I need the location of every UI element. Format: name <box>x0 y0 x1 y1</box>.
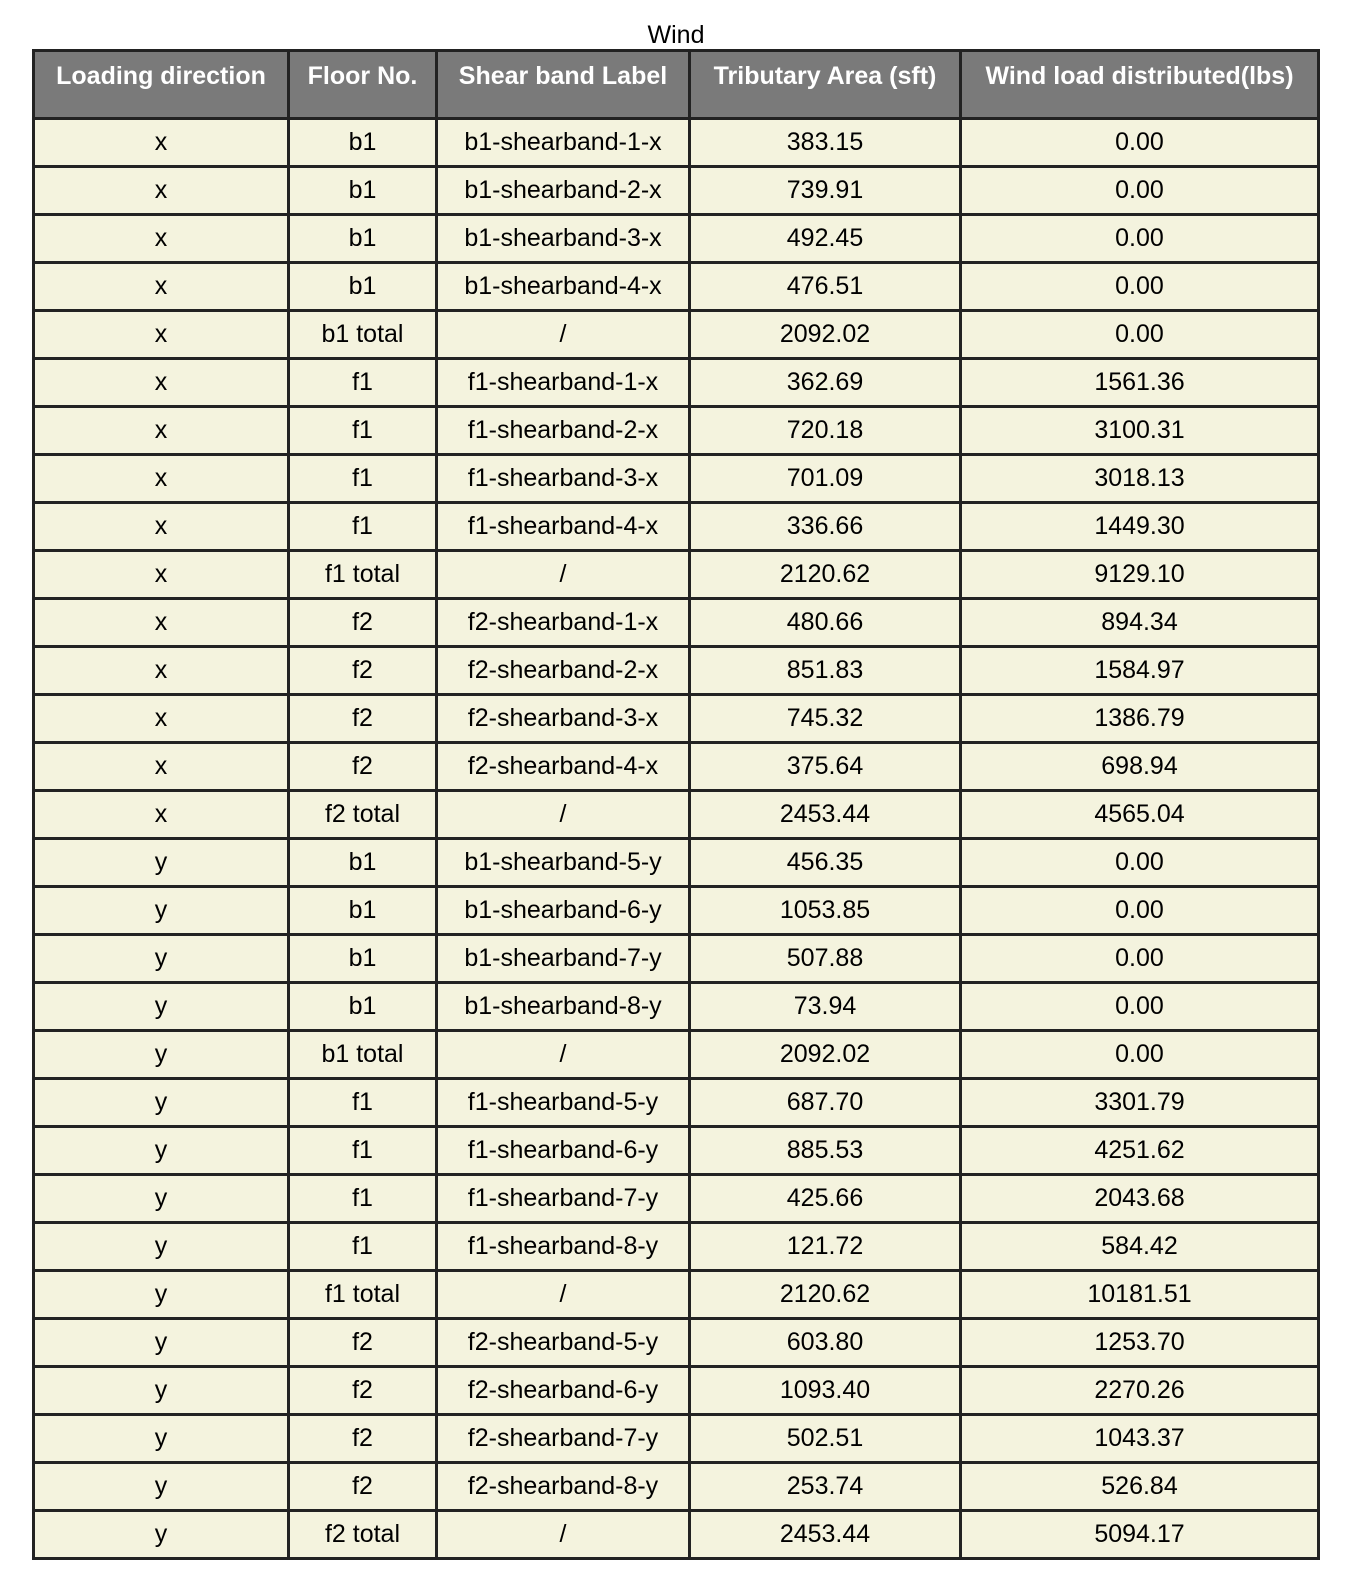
wind-load-cell: 2043.68 <box>961 1175 1319 1223</box>
loading-direction-cell: x <box>34 407 289 455</box>
column-header-tributary-area: Tributary Area (sft) <box>690 51 961 119</box>
shear-band-label-cell: f2-shearband-5-y <box>437 1319 690 1367</box>
loading-direction-cell: x <box>34 551 289 599</box>
tributary-area-cell: 2120.62 <box>690 551 961 599</box>
tributary-area-cell: 1053.85 <box>690 887 961 935</box>
tributary-area-cell: 492.45 <box>690 215 961 263</box>
floor-no-cell: f1 <box>289 455 437 503</box>
floor-no-cell: f1 <box>289 407 437 455</box>
table-row <box>34 647 1319 695</box>
shear-band-label-cell: f2-shearband-6-y <box>437 1367 690 1415</box>
tributary-area-cell: 456.35 <box>690 839 961 887</box>
wind-load-cell: 1584.97 <box>961 647 1319 695</box>
table-row <box>34 1319 1319 1367</box>
table-row <box>34 983 1319 1031</box>
tributary-area-cell: 362.69 <box>690 359 961 407</box>
table-title: Wind <box>647 21 705 49</box>
loading-direction-cell: y <box>34 887 289 935</box>
floor-no-cell: b1 <box>289 119 437 167</box>
table-row <box>34 1511 1319 1559</box>
floor-no-cell: b1 <box>289 167 437 215</box>
wind-load-cell: 0.00 <box>961 215 1319 263</box>
floor-no-cell: f1 <box>289 1175 437 1223</box>
loading-direction-cell: y <box>34 935 289 983</box>
loading-direction-cell: y <box>34 1175 289 1223</box>
tributary-area-cell: 2092.02 <box>690 1031 961 1079</box>
wind-load-cell: 526.84 <box>961 1463 1319 1511</box>
column-header-floor-no: Floor No. <box>289 51 437 119</box>
tributary-area-cell: 603.80 <box>690 1319 961 1367</box>
tributary-area-cell: 476.51 <box>690 263 961 311</box>
wind-load-cell: 0.00 <box>961 839 1319 887</box>
table-row <box>34 935 1319 983</box>
tributary-area-cell: 336.66 <box>690 503 961 551</box>
tributary-area-cell: 2120.62 <box>690 1271 961 1319</box>
wind-load-table <box>32 49 1320 1560</box>
tributary-area-cell: 2453.44 <box>690 1511 961 1559</box>
loading-direction-cell: y <box>34 1319 289 1367</box>
table-row <box>34 743 1319 791</box>
wind-load-cell: 584.42 <box>961 1223 1319 1271</box>
floor-no-cell: b1 <box>289 839 437 887</box>
tributary-area-cell: 739.91 <box>690 167 961 215</box>
wind-load-cell: 0.00 <box>961 311 1319 359</box>
loading-direction-cell: x <box>34 791 289 839</box>
wind-load-cell: 1253.70 <box>961 1319 1319 1367</box>
loading-direction-cell: x <box>34 743 289 791</box>
shear-band-label-cell: f1-shearband-6-y <box>437 1127 690 1175</box>
table-row <box>34 215 1319 263</box>
wind-load-cell: 3018.13 <box>961 455 1319 503</box>
wind-load-cell: 2270.26 <box>961 1367 1319 1415</box>
table-row <box>34 407 1319 455</box>
tributary-area-cell: 480.66 <box>690 599 961 647</box>
tributary-area-cell: 502.51 <box>690 1415 961 1463</box>
shear-band-label-cell: f2-shearband-1-x <box>437 599 690 647</box>
shear-band-label-cell: b1-shearband-7-y <box>437 935 690 983</box>
loading-direction-cell: y <box>34 1415 289 1463</box>
tributary-area-cell: 720.18 <box>690 407 961 455</box>
shear-band-label-cell: b1-shearband-1-x <box>437 119 690 167</box>
loading-direction-cell: x <box>34 263 289 311</box>
table-row <box>34 839 1319 887</box>
wind-load-cell: 10181.51 <box>961 1271 1319 1319</box>
floor-no-cell: f2 <box>289 1319 437 1367</box>
table-row <box>34 167 1319 215</box>
table-row <box>34 1367 1319 1415</box>
header-row <box>34 51 1319 119</box>
wind-load-cell: 698.94 <box>961 743 1319 791</box>
floor-no-cell: f1 <box>289 503 437 551</box>
shear-band-label-cell: / <box>437 791 690 839</box>
floor-no-cell: b1 <box>289 263 437 311</box>
shear-band-label-cell: f1-shearband-8-y <box>437 1223 690 1271</box>
tributary-area-cell: 1093.40 <box>690 1367 961 1415</box>
floor-no-cell: f2 <box>289 743 437 791</box>
wind-load-cell: 0.00 <box>961 263 1319 311</box>
shear-band-label-cell: f2-shearband-7-y <box>437 1415 690 1463</box>
table-row <box>34 1031 1319 1079</box>
loading-direction-cell: x <box>34 599 289 647</box>
shear-band-label-cell: f2-shearband-3-x <box>437 695 690 743</box>
shear-band-label-cell: / <box>437 1271 690 1319</box>
table-row <box>34 1223 1319 1271</box>
tributary-area-cell: 2453.44 <box>690 791 961 839</box>
loading-direction-cell: y <box>34 1463 289 1511</box>
wind-load-cell: 0.00 <box>961 887 1319 935</box>
shear-band-label-cell: b1-shearband-4-x <box>437 263 690 311</box>
floor-no-cell: f2 <box>289 1415 437 1463</box>
floor-no-cell: b1 total <box>289 1031 437 1079</box>
floor-no-cell: b1 total <box>289 311 437 359</box>
table-row <box>34 1079 1319 1127</box>
loading-direction-cell: x <box>34 455 289 503</box>
loading-direction-cell: y <box>34 1223 289 1271</box>
tributary-area-cell: 375.64 <box>690 743 961 791</box>
loading-direction-cell: x <box>34 119 289 167</box>
table-row <box>34 887 1319 935</box>
floor-no-cell: f2 <box>289 1367 437 1415</box>
table-row <box>34 455 1319 503</box>
wind-load-cell: 0.00 <box>961 983 1319 1031</box>
wind-load-cell: 1449.30 <box>961 503 1319 551</box>
column-header-shear-band-label: Shear band Label <box>437 51 690 119</box>
shear-band-label-cell: f1-shearband-2-x <box>437 407 690 455</box>
tributary-area-cell: 73.94 <box>690 983 961 1031</box>
wind-load-cell: 4565.04 <box>961 791 1319 839</box>
floor-no-cell: f1 <box>289 1079 437 1127</box>
shear-band-label-cell: f1-shearband-7-y <box>437 1175 690 1223</box>
loading-direction-cell: y <box>34 1271 289 1319</box>
wind-load-cell: 3100.31 <box>961 407 1319 455</box>
shear-band-label-cell: b1-shearband-2-x <box>437 167 690 215</box>
tributary-area-cell: 885.53 <box>690 1127 961 1175</box>
floor-no-cell: b1 <box>289 983 437 1031</box>
loading-direction-cell: y <box>34 1127 289 1175</box>
loading-direction-cell: y <box>34 1079 289 1127</box>
floor-no-cell: f1 <box>289 1223 437 1271</box>
shear-band-label-cell: f1-shearband-4-x <box>437 503 690 551</box>
loading-direction-cell: x <box>34 503 289 551</box>
floor-no-cell: f2 total <box>289 1511 437 1559</box>
tributary-area-cell: 687.70 <box>690 1079 961 1127</box>
floor-no-cell: f1 <box>289 1127 437 1175</box>
loading-direction-cell: y <box>34 839 289 887</box>
loading-direction-cell: y <box>34 1031 289 1079</box>
wind-load-cell: 0.00 <box>961 167 1319 215</box>
loading-direction-cell: x <box>34 167 289 215</box>
shear-band-label-cell: b1-shearband-8-y <box>437 983 690 1031</box>
shear-band-label-cell: / <box>437 311 690 359</box>
wind-load-cell: 0.00 <box>961 935 1319 983</box>
loading-direction-cell: x <box>34 647 289 695</box>
wind-load-cell: 1561.36 <box>961 359 1319 407</box>
wind-load-cell: 894.34 <box>961 599 1319 647</box>
shear-band-label-cell: f2-shearband-8-y <box>437 1463 690 1511</box>
table-row <box>34 1271 1319 1319</box>
shear-band-label-cell: / <box>437 1511 690 1559</box>
floor-no-cell: b1 <box>289 215 437 263</box>
table-body <box>34 119 1319 1559</box>
table-row <box>34 599 1319 647</box>
tributary-area-cell: 2092.02 <box>690 311 961 359</box>
loading-direction-cell: y <box>34 1367 289 1415</box>
loading-direction-cell: x <box>34 695 289 743</box>
floor-no-cell: f2 total <box>289 791 437 839</box>
loading-direction-cell: x <box>34 359 289 407</box>
floor-no-cell: f2 <box>289 599 437 647</box>
floor-no-cell: b1 <box>289 887 437 935</box>
tributary-area-cell: 507.88 <box>690 935 961 983</box>
wind-load-cell: 3301.79 <box>961 1079 1319 1127</box>
table-row <box>34 1175 1319 1223</box>
wind-load-cell: 9129.10 <box>961 551 1319 599</box>
table-row <box>34 359 1319 407</box>
tributary-area-cell: 701.09 <box>690 455 961 503</box>
table-row <box>34 263 1319 311</box>
shear-band-label-cell: f2-shearband-4-x <box>437 743 690 791</box>
loading-direction-cell: x <box>34 215 289 263</box>
table-row <box>34 695 1319 743</box>
floor-no-cell: f2 <box>289 695 437 743</box>
shear-band-label-cell: / <box>437 1031 690 1079</box>
tributary-area-cell: 383.15 <box>690 119 961 167</box>
shear-band-label-cell: b1-shearband-5-y <box>437 839 690 887</box>
wind-load-cell: 1386.79 <box>961 695 1319 743</box>
wind-load-cell: 0.00 <box>961 119 1319 167</box>
wind-load-cell: 4251.62 <box>961 1127 1319 1175</box>
wind-load-cell: 5094.17 <box>961 1511 1319 1559</box>
floor-no-cell: f1 <box>289 359 437 407</box>
shear-band-label-cell: f1-shearband-3-x <box>437 455 690 503</box>
column-header-wind-load-distributed: Wind load distributed(lbs) <box>961 51 1319 119</box>
floor-no-cell: f2 <box>289 647 437 695</box>
wind-load-cell: 1043.37 <box>961 1415 1319 1463</box>
table-row <box>34 551 1319 599</box>
shear-band-label-cell: f1-shearband-5-y <box>437 1079 690 1127</box>
floor-no-cell: f2 <box>289 1463 437 1511</box>
shear-band-label-cell: / <box>437 551 690 599</box>
shear-band-label-cell: f1-shearband-1-x <box>437 359 690 407</box>
wind-load-cell: 0.00 <box>961 1031 1319 1079</box>
shear-band-label-cell: b1-shearband-6-y <box>437 887 690 935</box>
floor-no-cell: f1 total <box>289 1271 437 1319</box>
table-row <box>34 791 1319 839</box>
table-row <box>34 1463 1319 1511</box>
floor-no-cell: f1 total <box>289 551 437 599</box>
table-row <box>34 1415 1319 1463</box>
shear-band-label-cell: b1-shearband-3-x <box>437 215 690 263</box>
table-row <box>34 119 1319 167</box>
floor-no-cell: b1 <box>289 935 437 983</box>
table-header <box>34 51 1319 119</box>
table-row <box>34 1127 1319 1175</box>
loading-direction-cell: y <box>34 983 289 1031</box>
loading-direction-cell: x <box>34 311 289 359</box>
tributary-area-cell: 851.83 <box>690 647 961 695</box>
tributary-area-cell: 121.72 <box>690 1223 961 1271</box>
table-row <box>34 503 1319 551</box>
loading-direction-cell: y <box>34 1511 289 1559</box>
column-header-loading-direction: Loading direction <box>34 51 289 119</box>
table-row <box>34 311 1319 359</box>
tributary-area-cell: 425.66 <box>690 1175 961 1223</box>
shear-band-label-cell: f2-shearband-2-x <box>437 647 690 695</box>
tributary-area-cell: 745.32 <box>690 695 961 743</box>
tributary-area-cell: 253.74 <box>690 1463 961 1511</box>
